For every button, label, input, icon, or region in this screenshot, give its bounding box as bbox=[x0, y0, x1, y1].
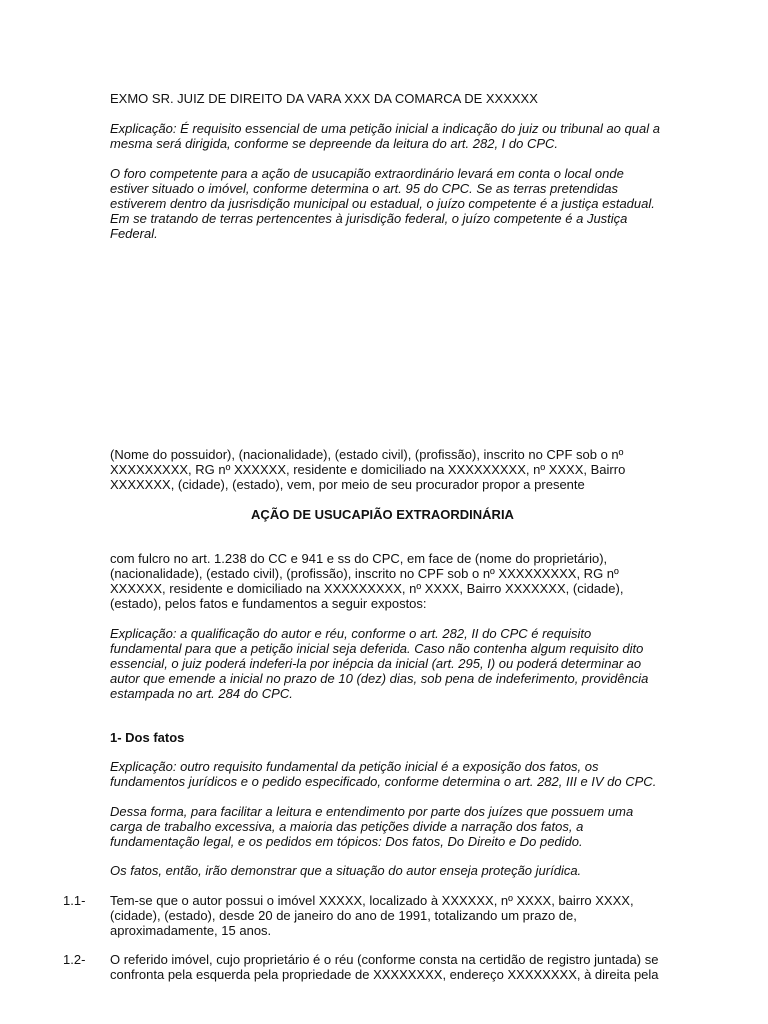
section-title-facts: 1- Dos fatos bbox=[110, 730, 185, 745]
item-text: Tem-se que o autor possui o imóvel XXXXX, localizado à XXXXXX, nº XXXX, bairro XXXX, (cidade), (estado), desde 20 de janeiro do ano de 1991, totalizando um prazo de, aproximadamente, 15 anos. bbox=[110, 893, 634, 938]
explanation-paragraph-6: Os fatos, então, irão demonstrar que a situação do autor enseja proteção jurídica. bbox=[110, 863, 582, 878]
explanation-paragraph-5: Dessa forma, para facilitar a leitura e entendimento por parte dos juízes que possuem uma carga de trabalho excessiva, a maioria das petições divide a narração dos fatos, a fundamentação legal, e os pedidos em tópicos: Dos fatos, Do Direito e Do pedido. bbox=[110, 804, 634, 849]
plaintiff-qualification: (Nome do possuidor), (nacionalidade), (estado civil), (profissão), inscrito no CPF sob o nº XXXXXXXXX, RG nº XXXXXX, residente e domiciliado na XXXXXXXXX, nº XXXX, Bairro XXXXXXX, (cidade), (estado), vem, por meio de seu procurador propor a presente bbox=[110, 447, 626, 492]
explanation-paragraph-4: Explicação: outro requisito fundamental da petição inicial é a exposição dos fatos, os fundamentos jurídicos e o pedido especificado, conforme determina o art. 282, III e IV do CPC. bbox=[110, 759, 657, 789]
explanation-paragraph-1: Explicação: É requisito essencial de uma petição inicial a indicação do juiz ou tribunal ao qual a mesma será dirigida, conforme se depreende da leitura do art. 282, I do CPC. bbox=[110, 121, 660, 151]
explanation-paragraph-2: O foro competente para a ação de usucapião extraordinário levará em conta o local onde estiver situado o imóvel, conforme determina o art. 95 do CPC. Se as terras pretendidas estiverem dentro da jusrisdição municipal ou estadual, o juízo competente é a justiça estadual. Em se tratando de terras pertencentes à jurisdição federal, o juízo competente é a Justiça Federal. bbox=[110, 166, 655, 241]
item-number: 1.2- bbox=[63, 952, 86, 967]
explanation-paragraph-3: Explicação: a qualificação do autor e réu, conforme o art. 282, II do CPC é requisito fundamental para que a petição inicial seja deferida. Caso não contenha algum requisito dito essencial, o juiz poderá indeferi-la por inépcia da inicial (art. 295, I) ou poderá determinar ao autor que emende a inicial no prazo de 10 (dez) dias, sob pena de indeferimento, providência estampada no art. 284 do CPC. bbox=[110, 626, 649, 701]
action-title: AÇÃO DE USUCAPIÃO EXTRAORDINÁRIA bbox=[251, 507, 514, 522]
item-number: 1.1- bbox=[63, 893, 86, 908]
document-heading: EXMO SR. JUIZ DE DIREITO DA VARA XXX DA COMARCA DE XXXXXX bbox=[110, 91, 538, 106]
defendant-qualification: com fulcro no art. 1.238 do CC e 941 e ss do CPC, em face de (nome do proprietário), (nacionalidade), (estado civil), (profissão), inscrito no CPF sob o nº XXXXXXXXX, RG nº XXXXXX, residente e domiciliado na XXXXXXXXX, nº XXXX, Bairro XXXXXXX, (cidade), (estado), pelos fatos e fundamentos a seguir expostos: bbox=[110, 551, 624, 611]
item-text: O referido imóvel, cujo proprietário é o réu (conforme consta na certidão de registro juntada) se confronta pela esquerda pela propriedade de XXXXXXXX, endereço XXXXXXXX, à direita pela bbox=[110, 952, 659, 982]
